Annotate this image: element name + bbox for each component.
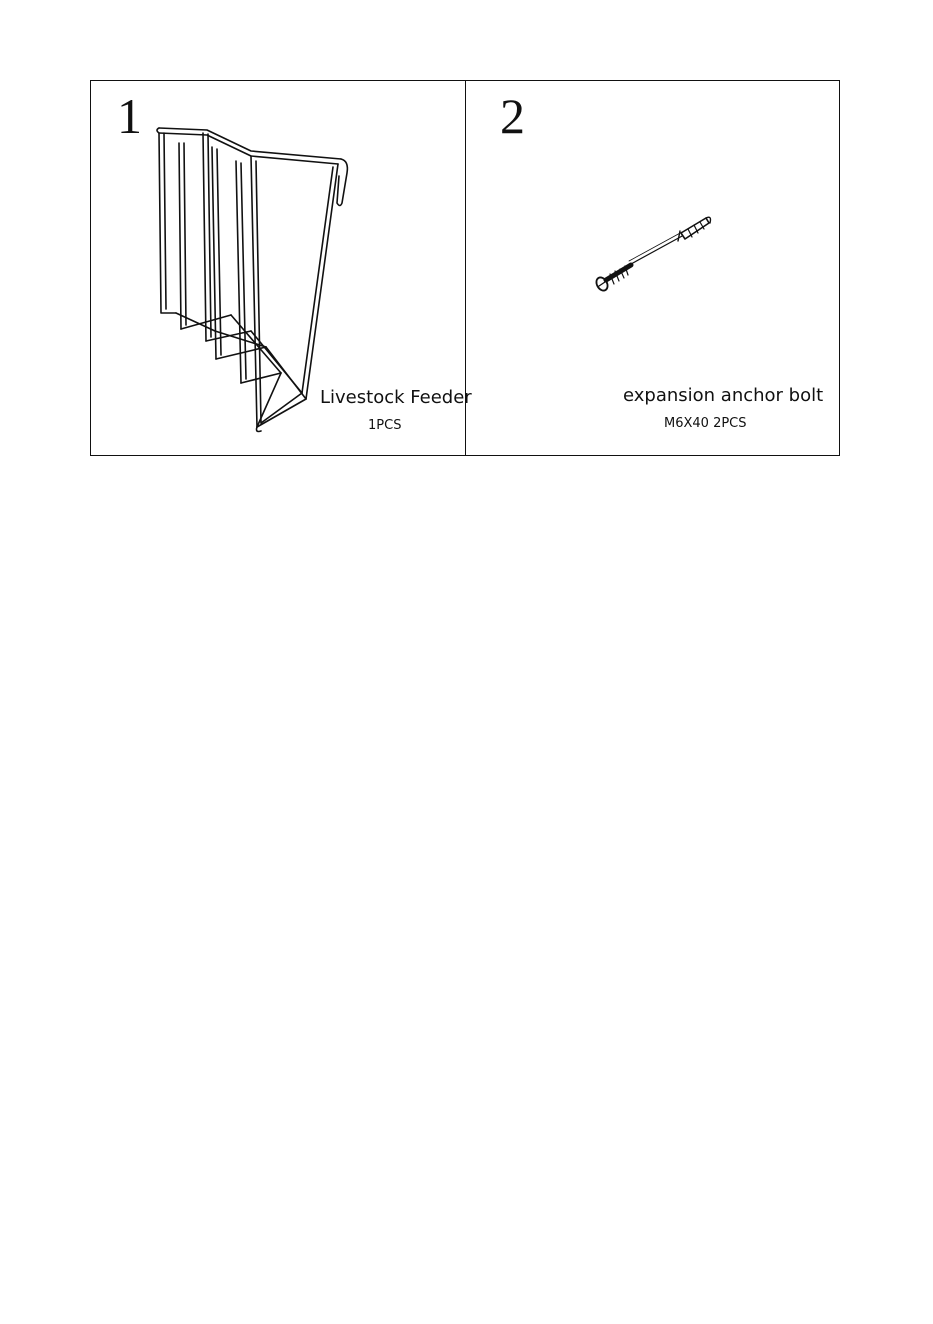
part-number: 2 — [500, 88, 525, 144]
parts-list-table — [90, 80, 840, 456]
part-quantity: 1PCS — [368, 418, 402, 433]
part-name: expansion anchor bolt — [623, 385, 824, 406]
part-number: 1 — [117, 88, 142, 144]
part-name: Livestock Feeder — [320, 387, 472, 408]
part-cell-livestock-feeder — [91, 81, 472, 455]
part-quantity: M6X40 2PCS — [664, 416, 747, 431]
part-cell-expansion-anchor-bolt — [466, 81, 839, 455]
